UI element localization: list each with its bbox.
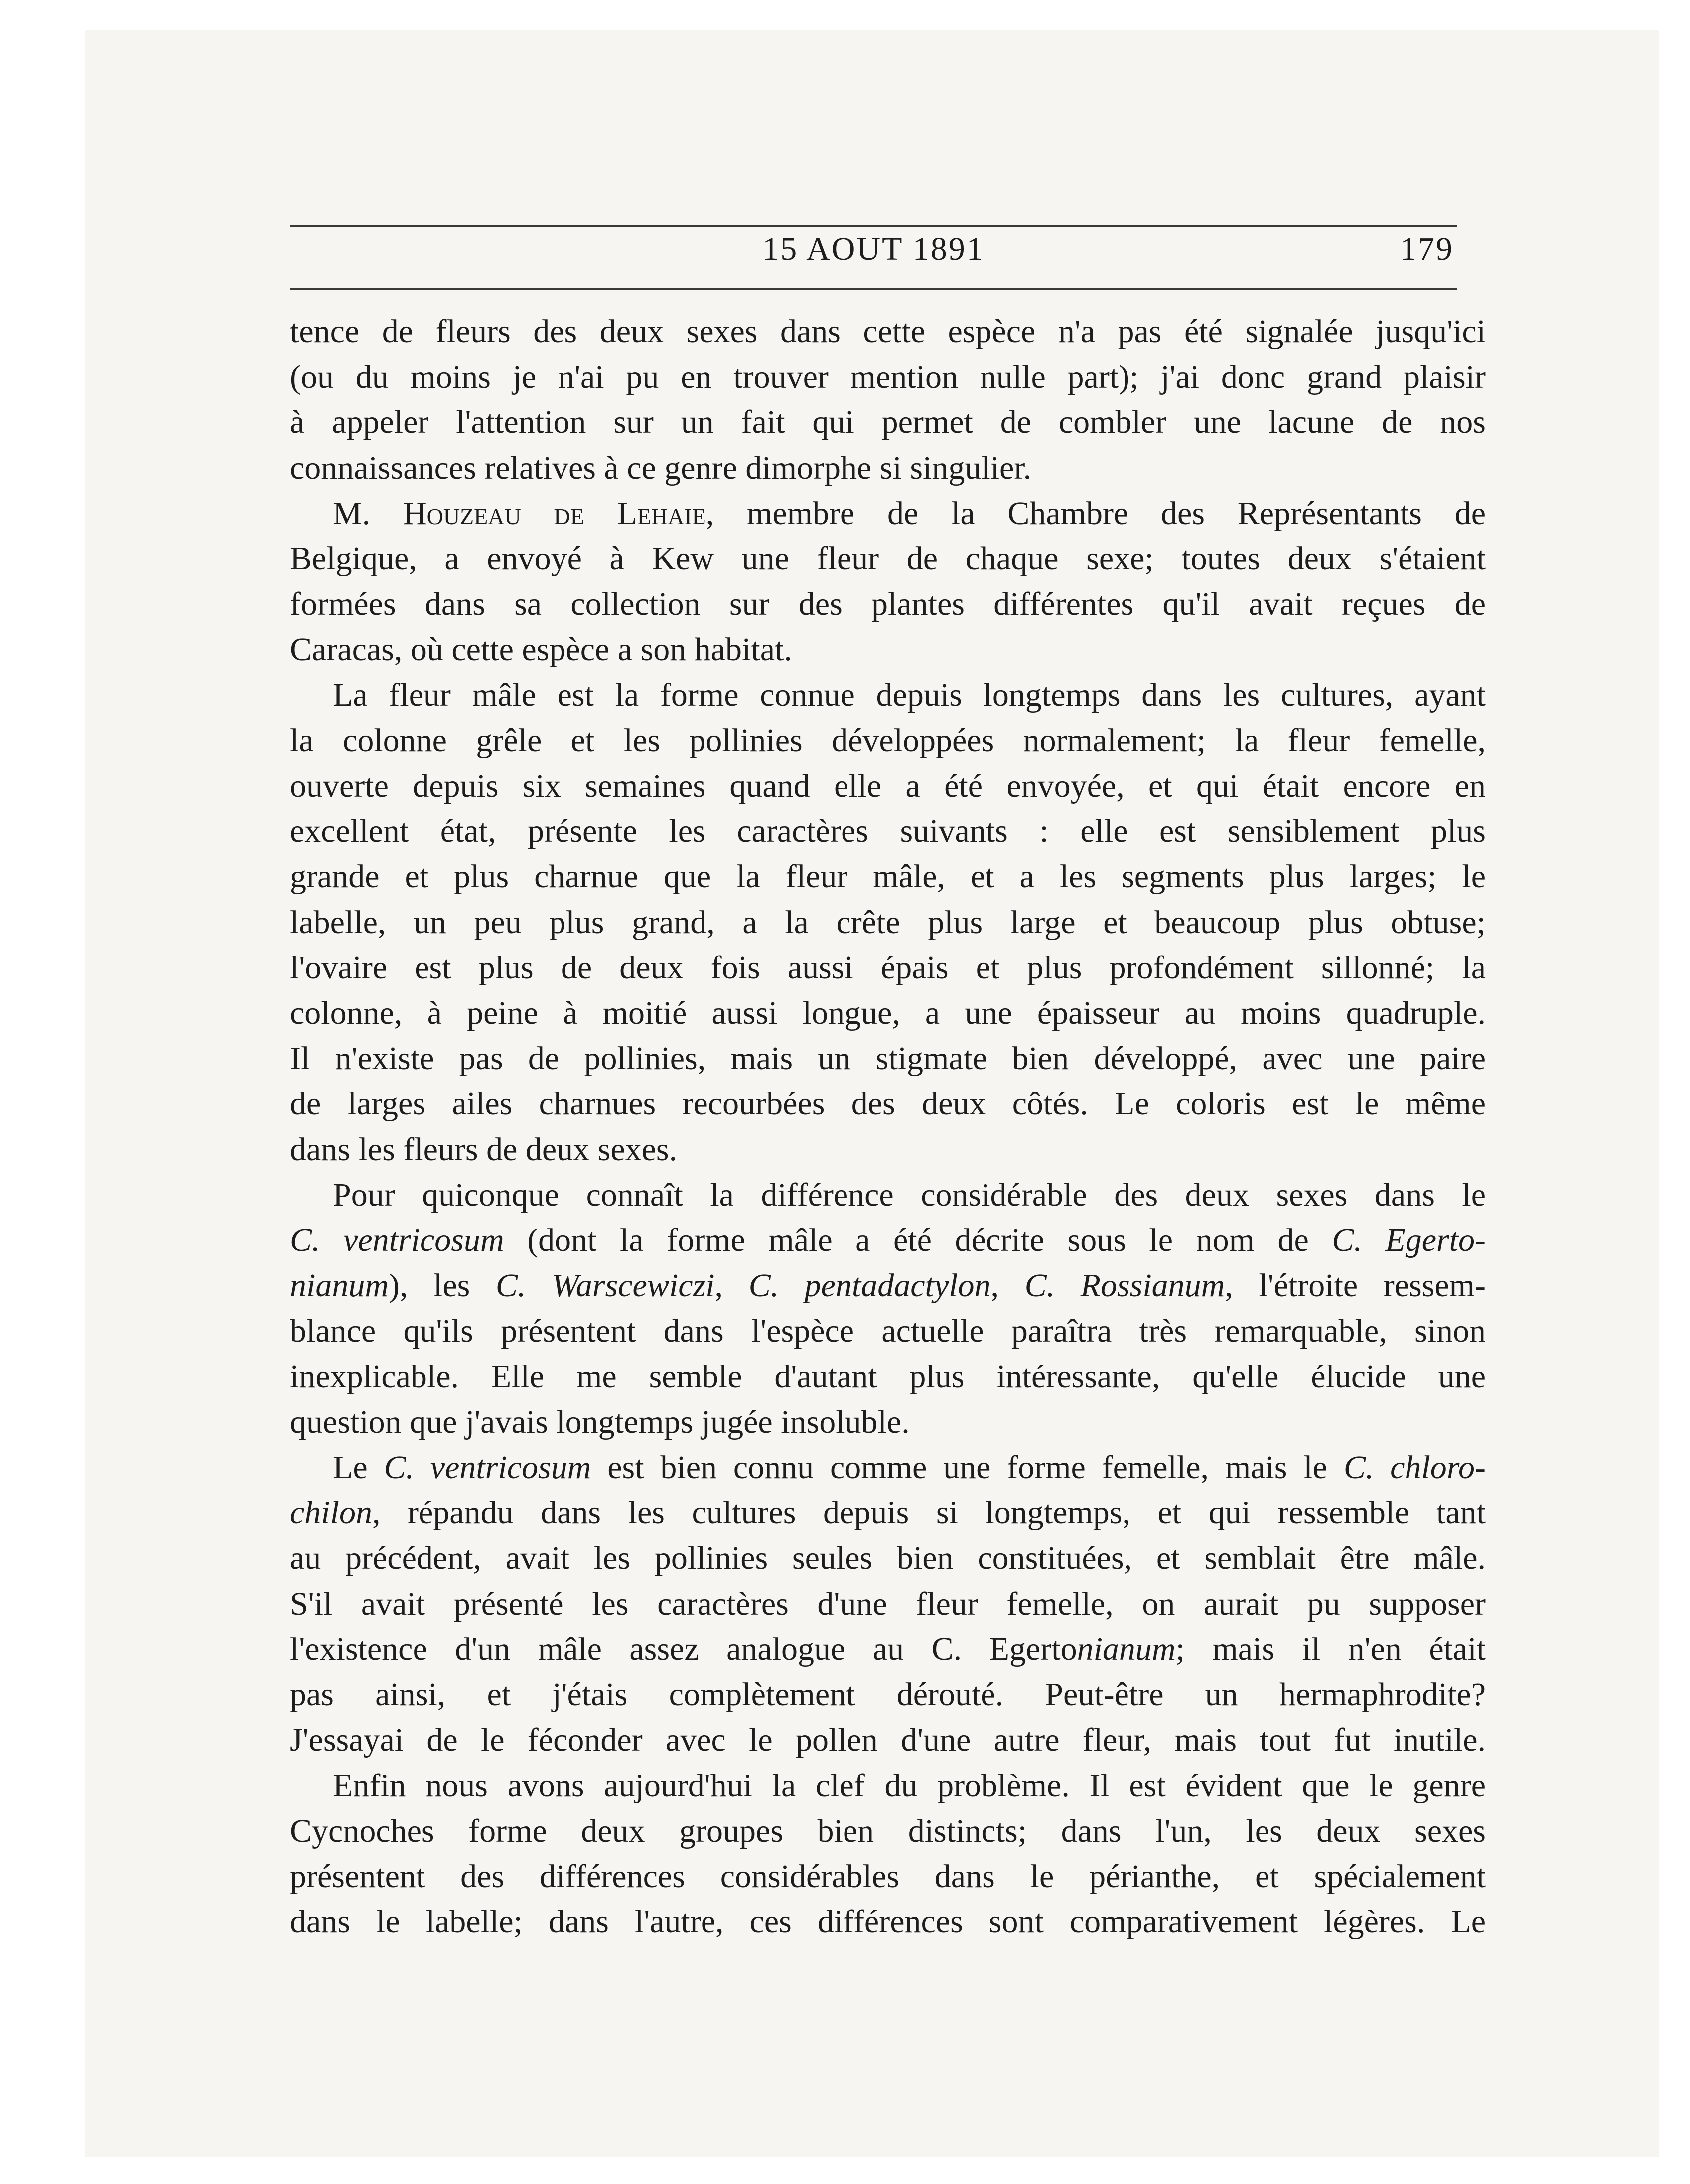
text-line: labelle, un peu plus grand, a la crête plus large et beaucoup plus obtuse; [290, 904, 1486, 941]
text-line: inexplicable. Elle me semble d'autant plus intéressante, qu'elle élucide une [290, 1358, 1486, 1395]
text-line: colonne, à peine à moitié aussi longue, a une épaisseur au moins quadruple. [290, 995, 1486, 1032]
text-line: connaissances relatives à ce genre dimorphe si singulier. [290, 449, 1032, 486]
text-line: excellent état, présente les caractères suivants : elle est sensiblement plus [290, 813, 1486, 850]
text-line: Belgique, a envoyé à Kew une fleur de chaque sexe; toutes deux s'étaient [290, 541, 1486, 577]
header-rule-bottom [290, 288, 1457, 290]
text-line: (ou du moins je n'ai pu en trouver mention nulle part); j'ai donc grand plaisir [290, 359, 1486, 396]
text-line: tence de fleurs des deux sexes dans cette espèce n'a pas été signalée jusqu'ici [290, 313, 1486, 350]
text-line: grande et plus charnue que la fleur mâle, et a les segments plus larges; le [290, 858, 1486, 895]
header-rule-top [290, 225, 1457, 227]
text-line: Il n'existe pas de pollinies, mais un stigmate bien développé, avec une paire [290, 1040, 1486, 1077]
text-line: Pour quiconque connaît la différence considérable des deux sexes dans le [333, 1176, 1486, 1213]
text-line: La fleur mâle est la forme connue depuis longtemps dans les cultures, ayant [333, 677, 1486, 713]
text-line: présentent des différences considérables dans le périanthe, et spécialement [290, 1858, 1486, 1895]
text-line: Enfin nous avons aujourd'hui la clef du problème. Il est évident que le genre [333, 1767, 1486, 1804]
running-head [290, 228, 1457, 284]
text-line: question que j'avais longtemps jugée insoluble. [290, 1403, 910, 1440]
text-line: dans le labelle; dans l'autre, ces différences sont comparativement légères. Le [290, 1904, 1486, 1940]
text-line: Le C. ventricosum est bien connu comme une forme femelle, mais le C. chloro- [333, 1449, 1486, 1486]
text-line: Cycnoches forme deux groupes bien distincts; dans l'un, les deux sexes [290, 1812, 1486, 1849]
text-line: pas ainsi, et j'étais complètement dérouté. Peut-être un hermaphrodite? [290, 1676, 1486, 1713]
text-line: de larges ailes charnues recourbées des deux côtés. Le coloris est le même [290, 1086, 1486, 1122]
text-line: nianum), les C. Warscewiczi, C. pentadactylon, C. Rossianum, l'étroite ressem- [290, 1267, 1486, 1304]
text-line: la colonne grêle et les pollinies développées normalement; la fleur femelle, [290, 722, 1486, 759]
text-line: formées dans sa collection sur des plantes différentes qu'il avait reçues de [290, 586, 1486, 623]
page [85, 30, 1659, 2157]
text-line: ouverte depuis six semaines quand elle a été envoyée, et qui était encore en [290, 768, 1486, 805]
page-number: 179 [1400, 231, 1454, 267]
text-line: l'existence d'un mâle assez analogue au C. Egertonianum; mais il n'en était [290, 1631, 1486, 1667]
text-line: S'il avait présenté les caractères d'une fleur femelle, on aurait pu supposer [290, 1585, 1486, 1622]
text-line: chilon, répandu dans les cultures depuis si longtemps, et qui ressemble tant [290, 1495, 1486, 1531]
text-line: à appeler l'attention sur un fait qui permet de combler une lacune de nos [290, 404, 1486, 441]
text-line: dans les fleurs de deux sexes. [290, 1131, 678, 1168]
text-line: Caracas, où cette espèce a son habitat. [290, 631, 792, 668]
text-line: blance qu'ils présentent dans l'espèce actuelle paraîtra très remarquable, sinon [290, 1313, 1486, 1350]
text-line: l'ovaire est plus de deux fois aussi épais et plus profondément sillonné; la [290, 949, 1486, 986]
text-line: au précédent, avait les pollinies seules bien constituées, et semblait être mâle. [290, 1540, 1486, 1577]
text-line: M. Houzeau de Lehaie, membre de la Chambre des Représentants de [333, 495, 1486, 532]
body-text [290, 309, 1486, 1944]
running-head-date: 15 AOUT 1891 [762, 231, 985, 267]
text-line: C. ventricosum (dont la forme mâle a été décrite sous le nom de C. Egerto- [290, 1222, 1486, 1259]
text-line: J'essayai de le féconder avec le pollen d'une autre fleur, mais tout fut inutile. [290, 1722, 1486, 1759]
